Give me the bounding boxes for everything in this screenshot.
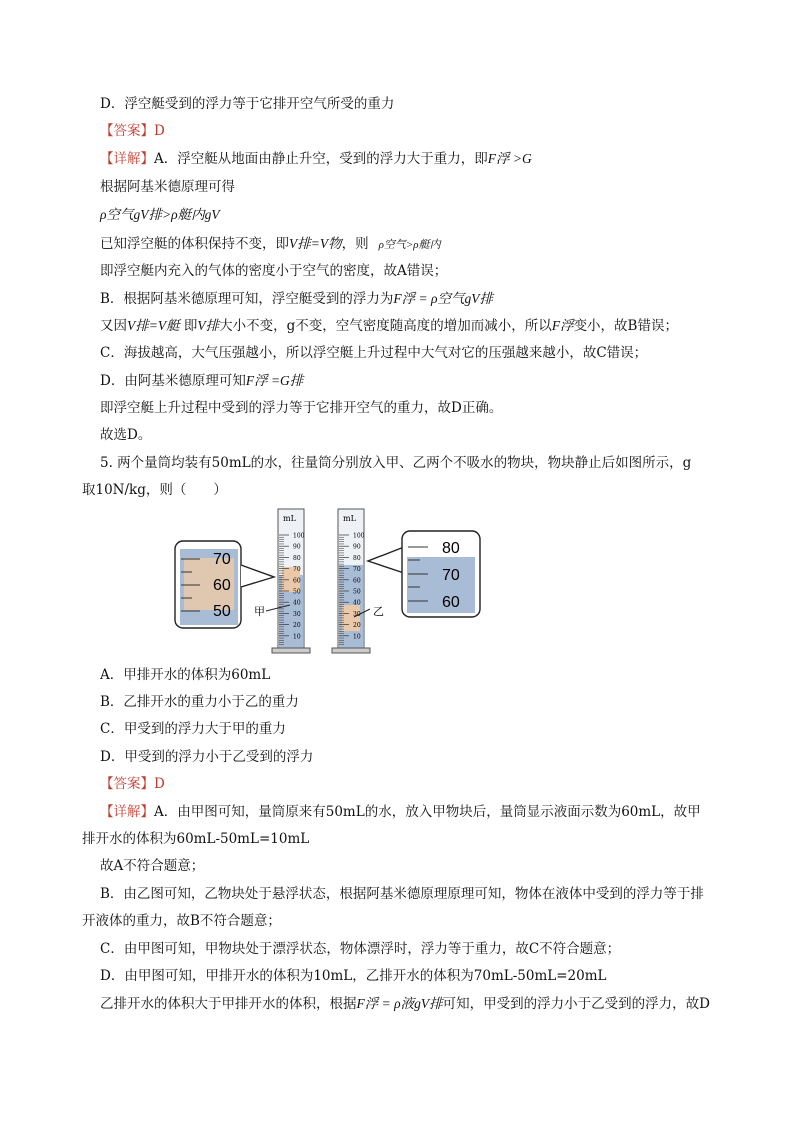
text-line: 故A不符合题意；	[100, 858, 205, 874]
text-line: C．由甲图可知，甲物块处于漂浮状态，物体漂浮时，浮力等于重力，故C不符合题意；	[100, 941, 621, 957]
text: 大小不变，g不变，空气密度随高度的增加而减小，所以	[219, 318, 552, 334]
scale-label: 70	[293, 566, 301, 574]
detail-tag: 【详解】	[100, 151, 154, 167]
formula: V排	[197, 318, 220, 333]
formula: F浮 =G排	[245, 373, 304, 388]
text-line: D．由甲图可知，甲排开水的体积为10mL，乙排开水的体积为70mL-50mL=20mL	[100, 968, 607, 984]
option-d: D．甲受到的浮力小于乙受到的浮力	[100, 749, 314, 765]
text-line: B．由乙图可知，乙物块处于悬浮状态，根据阿基米德原理原理可知，物体在液体中受到的浮力等于排	[100, 886, 704, 902]
text-line: 即浮空艇上升过程中受到的浮力等于它排开空气的重力，故D正确。	[100, 400, 503, 416]
option-c: C．甲受到的浮力大于甲的重力	[100, 721, 286, 737]
text-line: C．海拔越高，大气压强越小，所以浮空艇上升过程中大气对它的压强越来越小，故C错误；	[100, 345, 648, 361]
scale-label: 20	[293, 622, 301, 630]
detail-tag: 【详解】	[100, 804, 154, 820]
scale-label: 70	[353, 566, 361, 574]
text: 变小，故B错误；	[573, 318, 678, 334]
zoom-tick-label: 70	[213, 551, 231, 568]
scale-label: 10	[353, 633, 361, 641]
scale-label: 90	[293, 543, 301, 551]
scale-label: 80	[353, 554, 361, 562]
detail-text: A．由甲图可知，量筒原来有50mL的水，放入甲物块后，量筒显示液面示数为60mL，故甲	[154, 804, 701, 820]
answer-line: 【答案】D	[100, 123, 165, 139]
text-line: 排开水的体积为60mL-50mL=10mL	[82, 831, 310, 847]
scale-label: 40	[293, 599, 301, 607]
text-line: 根据阿基米德原理可得	[100, 179, 235, 195]
graduated-cylinders-figure	[170, 505, 490, 655]
option-a: A．甲排开水的体积为60mL	[100, 667, 271, 683]
detail-line	[100, 803, 701, 821]
detail-text: A．浮空艇从地面由静止升空，受到的浮力大于重力，即	[154, 151, 488, 167]
formula: V排=V艇	[127, 318, 180, 333]
formula: ρ空气>ρ艇内	[378, 239, 441, 251]
text: 乙排开水的体积大于甲排开水的体积，根据	[100, 996, 357, 1012]
unit-label: mL	[283, 514, 296, 523]
text: 已知浮空艇的体积保持不变，即	[100, 236, 289, 252]
formula-line: ρ空气gV排>ρ艇内gV	[100, 207, 220, 222]
text: 可知，甲受到的浮力小于乙受到的浮力，故D	[442, 996, 710, 1012]
text-line	[100, 317, 678, 335]
formula: F浮 = ρ空气gV排	[393, 291, 494, 306]
text: D．由阿基米德原理可知	[100, 373, 246, 389]
detail-line	[100, 150, 532, 168]
scale-label: 30	[293, 610, 301, 618]
question-5-line1: 5. 两个量筒均装有50mL的水，往量筒分别放入甲、乙两个不吸水的物块，物块静止后如图所示，g	[100, 455, 692, 471]
text: ，则	[341, 236, 369, 252]
scale-label: 80	[293, 554, 301, 562]
text-line: 即浮空艇内充入的气体的密度小于空气的密度，故A错误；	[100, 263, 448, 279]
text: 又因	[100, 318, 127, 334]
scale-label: 50	[353, 588, 361, 596]
scale-label: 20	[353, 622, 361, 630]
scale-label: 40	[353, 599, 361, 607]
unit-label: mL	[343, 514, 356, 523]
formula: F浮 >G	[487, 151, 532, 166]
scale-label: 50	[293, 588, 301, 596]
text-line: 故选D。	[100, 427, 152, 443]
text: B．根据阿基米德原理可知，浮空艇受到的浮力为	[100, 291, 394, 307]
question-5-line2: 取10N/kg，则（ ）	[82, 482, 227, 498]
zoom-tick-label: 60	[442, 594, 460, 611]
text: 即	[183, 318, 198, 334]
scale-label: 100	[353, 532, 365, 540]
scale-label: 60	[353, 577, 361, 585]
text-line: 开液体的重力，故B不符合题意；	[82, 913, 281, 929]
text-line	[100, 290, 493, 308]
zoom-tick-label: 50	[213, 603, 231, 620]
scale-label: 10	[293, 633, 301, 641]
text-line	[100, 995, 710, 1013]
formula: V排=V物	[289, 236, 342, 251]
text-line	[100, 235, 441, 254]
formula: F浮 = ρ液gV排	[356, 996, 443, 1011]
right-zoom-box	[368, 531, 480, 617]
zoom-tick-label: 70	[442, 567, 460, 584]
option-b: B．乙排开水的重力小于乙的重力	[100, 694, 299, 710]
label-jia: 甲	[254, 605, 265, 618]
zoom-tick-label: 80	[442, 540, 460, 557]
zoom-tick-label: 60	[213, 577, 231, 594]
scale-label: 100	[293, 532, 305, 540]
scale-label: 30	[353, 610, 361, 618]
scale-label: 60	[293, 577, 301, 585]
option-d-line: D．浮空艇受到的浮力等于它排开空气所受的重力	[100, 96, 395, 112]
formula: F浮	[551, 318, 574, 333]
answer-line: 【答案】D	[100, 776, 165, 792]
text-line	[100, 372, 303, 390]
label-yi: 乙	[373, 605, 384, 618]
scale-label: 90	[353, 543, 361, 551]
